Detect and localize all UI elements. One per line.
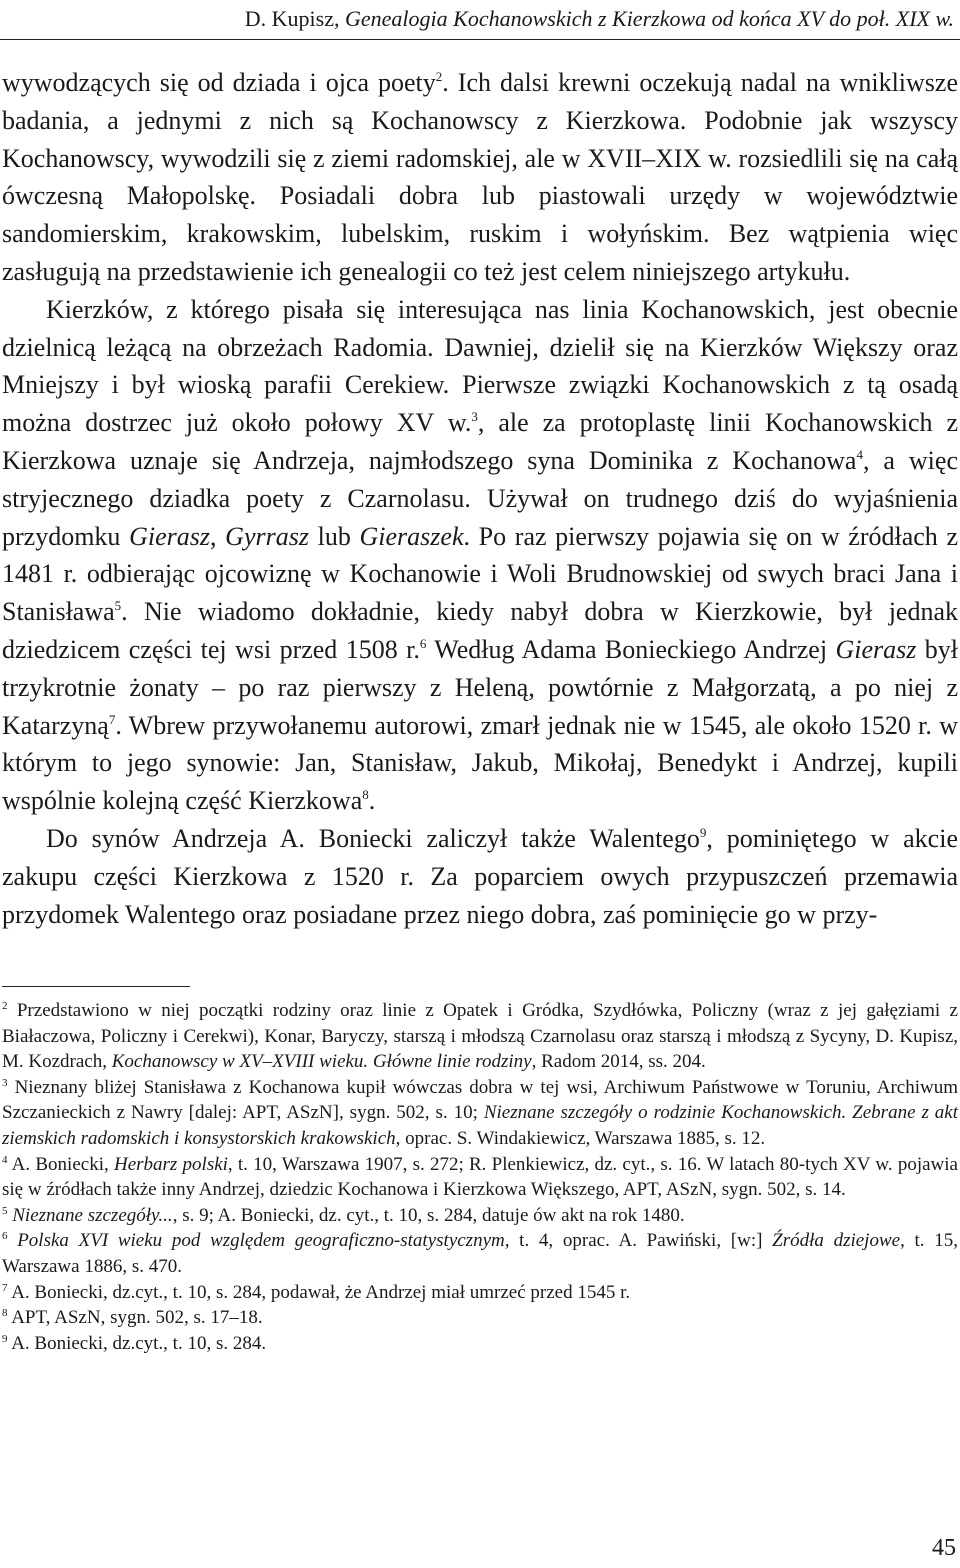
- text-run: , Radom 2014, ss. 204.: [531, 1051, 706, 1073]
- text-run: A. Boniecki, dz.cyt., t. 10, s. 284, podawał, że Andrzej miał umrzeć przed 1545 r.: [7, 1281, 631, 1303]
- footnotes: [2, 998, 958, 1356]
- footnote-number: 5: [2, 1204, 8, 1217]
- italic-run: Źródła dziejowe: [772, 1230, 901, 1252]
- footnote-number: 9: [2, 1332, 8, 1345]
- text-run: , a więc stryjecznego dziadka poety z Czarnolasu. Używał on trudnego dziś do wyjaśnienia przydomku: [2, 445, 958, 551]
- text-run: Kierzków, z którego pisała się interesująca nas linia Kochanowskich, jest obecnie dzielnicą leżącą na obrzeżach Radomia. Dawniej, dzielił się na Kierzków Większy oraz Mniejszy i był wioską parafii Cerekiew. Pierwsze związki Kochanowskich z tą osadą można dostrzec już około połowy XV w.: [2, 294, 958, 438]
- footnote-divider: [2, 986, 190, 987]
- text-run: lub: [308, 521, 360, 551]
- main-text: [2, 64, 958, 933]
- running-header: [0, 2, 960, 40]
- footnote-number: 6: [2, 1230, 8, 1243]
- italic-run: Gyrrasz: [225, 521, 309, 551]
- text-run: , t. 10, Warszawa 1907, s. 272; R. Plenkiewicz, dz. cyt., s. 16. W latach 80-tych XV w. pojawia się w źródłach także inny Andrzej, dziedzic Kochanowa i Kierzkowa Większego, APT, ASzN, sygn. 502, s. 14.: [2, 1153, 958, 1201]
- text-run: , ale za protoplastę linii Kochanowskich z Kierzkowa uznaje się Andrzeja, najmłodszego syna Dominika z Kochanowa: [2, 408, 958, 475]
- text-run: Nieznany bliżej Stanisława z Kochanowa kupił wówczas dobra w tej wsi, Archiwum Państwowe w Toruniu, Archiwum Szczanieckich z Nawry [dalej: APT, ASzN], sygn. 502, s. 10;: [2, 1076, 958, 1124]
- text-run: wywodzących się od dziada i ojca poety: [2, 68, 436, 97]
- text-run: , t. 4, oprac. A. Pawiński, [w:]: [504, 1230, 773, 1252]
- footnote-number: 3: [2, 1076, 8, 1089]
- footnote-ref: 2: [435, 69, 443, 84]
- text-run: , pominiętego w akcie zakupu części Kierzkowa z 1520 r. Za poparciem owych przypuszczeń przemawia przydomek Walentego oraz posiadane przez niego dobra, zaś pominięcie go w przy-: [2, 823, 958, 929]
- text-run: Przedstawiono w niej początki rodziny oraz linie z Opatek i Gródka, Szydłówka, Policzny (wraz z jej gałęziami z Białaczowa, Policzny i Cerekwi), Konar, Baryczy, starszą i młodszą Czarnolasu oraz starszą i młodszą z Sycyny, D. Kupisz, M. Kozdrach,: [2, 1000, 958, 1073]
- text-run: . Wbrew przywołanemu autorowi, zmarł jednak nie w 1545, ale około 1520 r. w którym to jego synowie: Jan, Stanisław, Jakub, Mikołaj, Benedykt i Andrzej, kupili wspólnie kolejną część Kierzkowa: [2, 710, 958, 816]
- footnote-2: [2, 998, 958, 1075]
- header-title: Genealogia Kochanowskich z Kierzkowa od końca XV do poł. XIX w.: [345, 6, 954, 31]
- footnote-ref: 9: [699, 824, 707, 840]
- text-run: [8, 1230, 18, 1251]
- footnote-number: 4: [2, 1153, 8, 1166]
- italic-run: Nieznane szczegóły...: [12, 1204, 173, 1226]
- footnote-ref: 5: [114, 598, 122, 614]
- text-run: APT, ASzN, sygn. 502, s. 17–18.: [7, 1307, 263, 1329]
- text-run: był trzykrotnie żonaty – po raz pierwszy z Heleną, powtórnie z Małgorzatą, a po niej z Katarzyną: [2, 634, 958, 740]
- text-run: A. Boniecki,: [7, 1153, 114, 1175]
- text-run: Do synów Andrzeja A. Boniecki zaliczył także Walentego: [46, 823, 700, 853]
- footnote-8: [2, 1305, 958, 1331]
- footnote-ref: 8: [362, 787, 369, 803]
- text-run: . Nie wiadomo dokładnie, kiedy nabył dobra w Kierzkowie, był jednak dziedzicem części tej wsi przed 1508 r.: [2, 597, 958, 664]
- text-run: , oprac. S. Windakiewicz, Warszawa 1885, s. 12.: [395, 1127, 766, 1149]
- text-run: . Ich dalsi krewni oczekują nadal na wnikliwsze badania, a jednymi z nich są Kochanowscy z Kierzkowa. Podobnie jak wszyscy Kochanowscy, wywodzili się z ziemi radomskiej, ale w XVII–XIX w. rozsiedlili się na całą ówczesną Małopolskę. Posiadali dobra lub piastowali urzędy w województwie sandomierskim, krakowskim, lubelskim, ruskim i wołyńskim. Bez wątpienia więc zasługują na przedstawienie ich genealogii co też jest celem niniejszego artykułu.: [2, 68, 958, 286]
- italic-run: Gieraszek: [359, 521, 464, 551]
- footnote-4: [2, 1152, 958, 1203]
- page-number: 45: [932, 1535, 956, 1561]
- text-run: , s. 9; A. Boniecki, dz. cyt., t. 10, s. 284, datuje ów akt na rok 1480.: [172, 1204, 685, 1226]
- text-run: A. Boniecki, dz.cyt., t. 10, s. 284.: [7, 1332, 267, 1354]
- footnote-9: [2, 1331, 958, 1357]
- footnote-7: [2, 1280, 958, 1306]
- text-run: Według Adama Bonieckiego Andrzej: [426, 634, 836, 664]
- footnote-5: [2, 1203, 958, 1229]
- italic-run: Gierasz: [129, 521, 210, 551]
- footnote-number: 7: [2, 1281, 8, 1294]
- italic-run: Polska XVI wieku pod względem geograficzno-statystycznym: [17, 1230, 505, 1252]
- footnote-6: [2, 1228, 958, 1279]
- paragraph-3: [2, 820, 958, 933]
- paragraph-2: [2, 291, 958, 820]
- footnote-ref: 4: [856, 446, 863, 462]
- text-run: ,: [210, 521, 226, 551]
- footnote-ref: 7: [108, 711, 116, 727]
- text-run: , t. 15, Warszawa 1886, s. 470.: [2, 1230, 958, 1277]
- footnote-ref: 6: [419, 635, 427, 651]
- italic-run: Herbarz polski: [113, 1153, 228, 1175]
- text-run: . Po raz pierwszy pojawia się on w źródłach z 1481 r. odbierając ojcowiznę w Kochanowie i Woli Brudnowskiej od swych braci Jana i Stanisława: [2, 521, 959, 627]
- italic-run: Kochanowscy w XV–XVIII wieku. Główne linie rodziny: [111, 1051, 532, 1073]
- text-run: .: [368, 786, 376, 816]
- italic-run: Nieznane szczegóły o rodzinie Kochanowskich. Zebrane z akt ziemskich radomskich i konsystorskich krakowskich: [2, 1102, 959, 1149]
- paragraph-1: [2, 64, 958, 291]
- italic-run: Gierasz: [835, 634, 917, 664]
- footnote-number: 8: [2, 1307, 8, 1320]
- footnote-number: 2: [2, 1000, 8, 1012]
- header-author: D. Kupisz,: [244, 6, 340, 31]
- footnote-3: [2, 1075, 958, 1152]
- footnote-ref: 3: [471, 409, 478, 425]
